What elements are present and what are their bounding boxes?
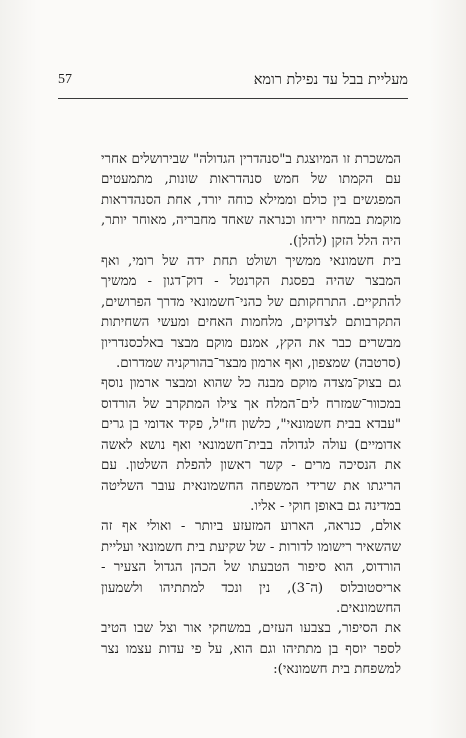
paragraph-5: את הסיפור, בצבעו העזים, במשחקי אור וצל שבו הטיב לספר יוסף בן מתתיהו וגם הוא, על פי עדות עצמו נצר למשפחת בית חשמונאי): [101,621,401,678]
paragraph-4: אולם, כנראה, הארוע המזעזע ביותר - ואולי אף זה שהשאיר רישומו לדורות - של שקיעת בית חשמונאי ועליית הורדוס, הוא סיפור הטבעתו של הכהן הגדול הצעיר - אריסטובלוס (ה־3), נין ונכד למתתיהו ולשמעון החשמונאים. [101,519,401,616]
page-number: 57 [58,72,72,87]
page-header [58,72,408,94]
paragraph-3: גם בצוק־מצדה מוקם מבנה כל שהוא ומבצר ארמון נוסף במכוור־שמזרח לים־המלח אך צילו המתקרב של הורדוס "עבדא בבית חשמונאי", כלשון חז"ל, פקיד אדומי בן גרים אדומיים) עולה לגדולה בבית־חשמונאי ואף נושא לאשה את הנסיכה מרים - קשר ראשון להפלת השלטון. עם הריגתו את שרידי המשפחה החשמונאית עובר השליטה במדינה גם באופן חוקי - אליו. [101,376,401,514]
running-title: מעליית בבל עד נפילת רומא [253,72,408,88]
paragraph-2: בית חשמונאי ממשיך ושולט תחת ידה של רומי, ואף המבצר שהיה בפסגת הקרנטל - דוק־דגון - ממשיך להתקיים. התרחקותם של כהני־חשמונאי מדרך הפרושים, התקרבותם לצדוקים, מלחמות האחים ומעשי השחיתות מבשרים כבר את הקץ, אמנם מוקם מבצר באלכסנדריון (סרטבה) שמצפון, ואף ארמון מבצר־בהורקניה שמדרום. [101,254,401,372]
body-text [101,150,401,681]
paragraph-1: המשכרת זו המיוצגת ב"סנהדרין הגדולה" שבירושלים אחרי עם הקמתו של חמש סנהדראות שונות, מתמעטים המפגשים בין כולם וממילא כוחה יורד, אחת הסנהדראות מוקמת במחוז יריחו וכנראה שאחד מחבריה, מאוחר יותר, היה הלל הזקן (להלן). [101,152,401,249]
header-rule [58,98,408,99]
